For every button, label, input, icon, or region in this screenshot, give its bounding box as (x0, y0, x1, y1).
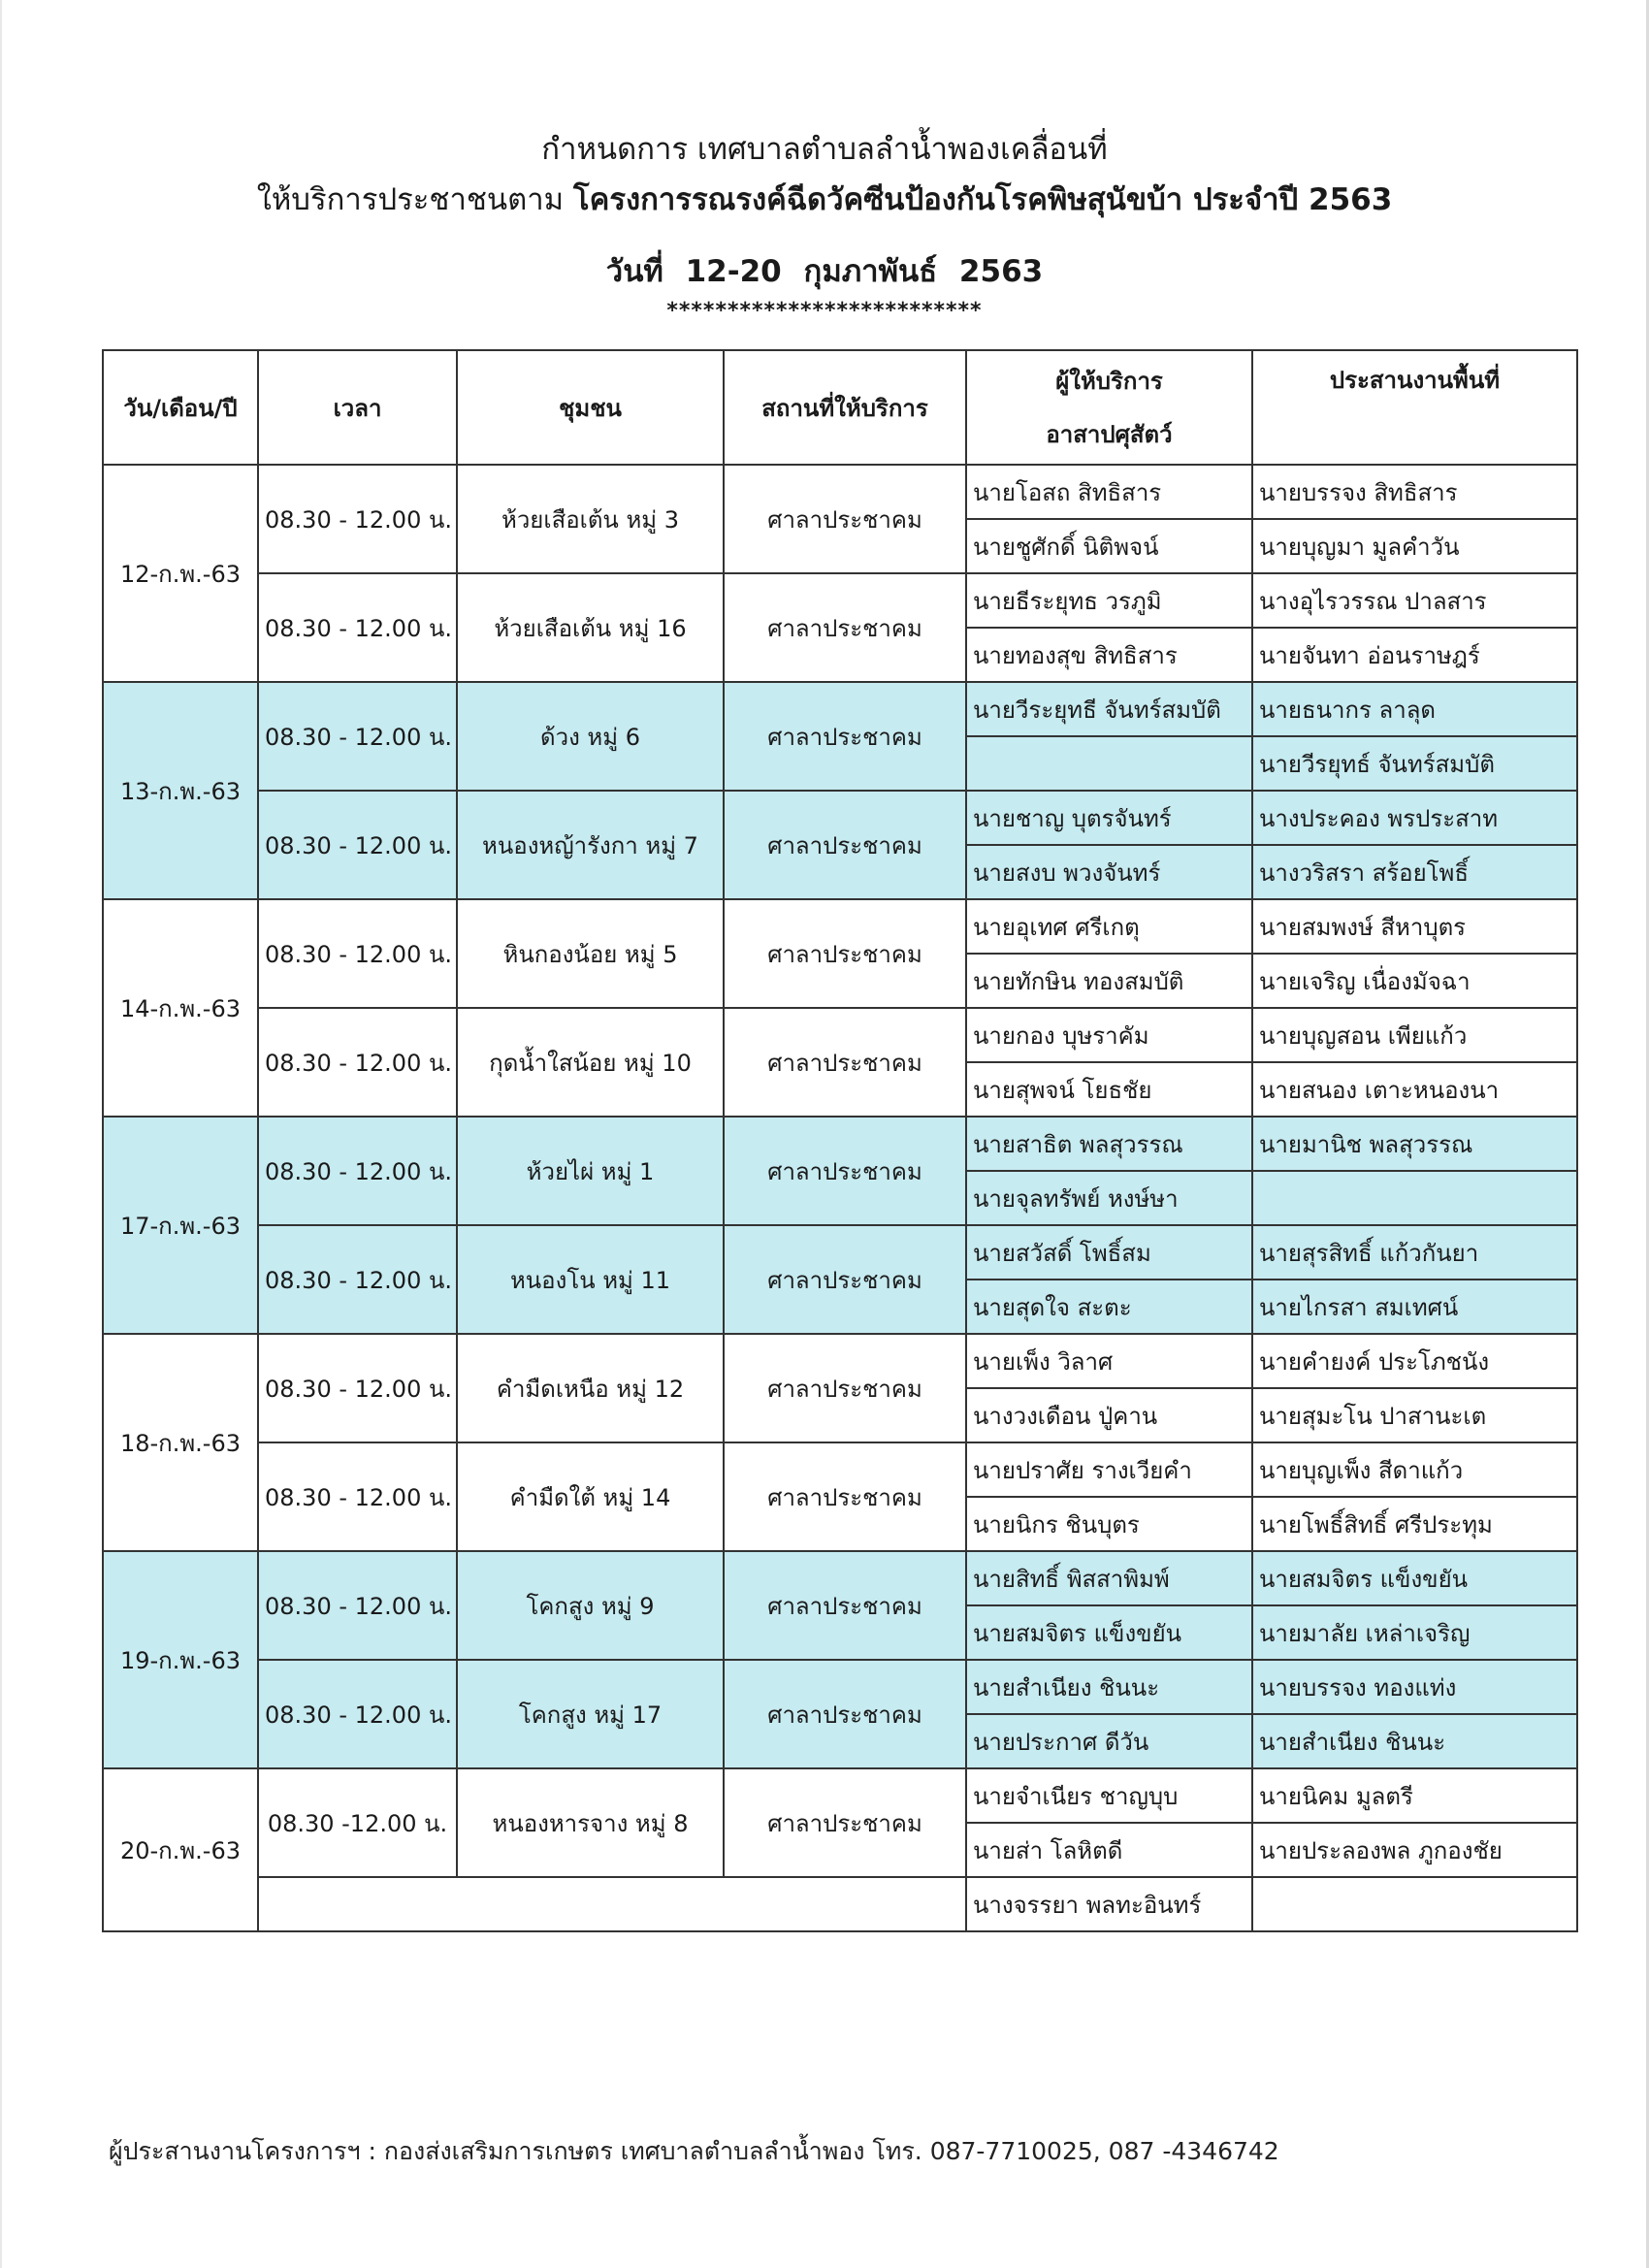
coordinator-cell: นายโพธิ์สิทธิ์ ศรีประทุม (1252, 1497, 1577, 1551)
provider-cell: นายสงบ พวงจันทร์ (966, 845, 1252, 899)
time-cell: 08.30 - 12.00 น. (258, 1442, 457, 1551)
community-cell: หนองโน หมู่ 11 (457, 1225, 724, 1334)
coordinator-cell: นายสนอง เตาะหนองนา (1252, 1062, 1577, 1117)
place-cell: ศาลาประชาคม (724, 1117, 966, 1225)
coordinator-cell: นายนิคม มูลตรี (1252, 1768, 1577, 1823)
date-cell: 19-ก.พ.-63 (103, 1551, 258, 1768)
header-coordinator: ประสานงานพื้นที่ (1252, 350, 1577, 465)
coordinator-cell: นางวริสรา สร้อยโพธิ์ (1252, 845, 1577, 899)
provider-cell: นายทองสุข สิทธิสาร (966, 628, 1252, 682)
provider-cell: นายปราศัย รางเวียคำ (966, 1442, 1252, 1497)
provider-cell: นางวงเดือน ปู่คาน (966, 1388, 1252, 1442)
provider-cell: นายชาญ บุตรจันทร์ (966, 791, 1252, 845)
provider-cell: นายจำเนียร ชาญบุบ (966, 1768, 1252, 1823)
community-cell: ห้วยเสือเต้น หมู่ 16 (457, 573, 724, 682)
community-cell: หินกองน้อย หมู่ 5 (457, 899, 724, 1008)
provider-cell: นายสาธิต พลสุวรรณ (966, 1117, 1252, 1171)
coordinator-cell: นายไกรสา สมเทศน์ (1252, 1280, 1577, 1334)
place-cell: ศาลาประชาคม (724, 791, 966, 899)
schedule-body (103, 465, 1577, 1931)
community-cell: คำมืดใต้ หมู่ 14 (457, 1442, 724, 1551)
coordinator-cell: นายบรรจง สิทธิสาร (1252, 465, 1577, 519)
header-provider-subtitle: อาสาปศุสัตว์ (1046, 421, 1173, 448)
community-cell: โคกสูง หมู่ 17 (457, 1660, 724, 1768)
place-cell: ศาลาประชาคม (724, 1660, 966, 1768)
date-range-title: วันที่ 12-20 กุมภาพันธ์ 2563 (605, 254, 1044, 289)
coordinator-cell: นายมานิช พลสุวรรณ (1252, 1117, 1577, 1171)
coordinator-cell (1252, 1877, 1577, 1931)
provider-cell: นายโอสถ สิทธิสาร (966, 465, 1252, 519)
time-cell: 08.30 - 12.00 น. (258, 791, 457, 899)
time-cell: 08.30 - 12.00 น. (258, 682, 457, 791)
header-date: วัน/เดือน/ปี (103, 350, 258, 465)
date-cell: 13-ก.พ.-63 (103, 682, 258, 899)
coordinator-cell: นายธนากร ลาลุด (1252, 682, 1577, 736)
coordinator-cell: นายบุญมา มูลคำวัน (1252, 519, 1577, 573)
table-row (103, 899, 1577, 954)
title-line-2 (0, 175, 1649, 223)
provider-cell: นายสุพจน์ โยธชัย (966, 1062, 1252, 1117)
header-time: เวลา (258, 350, 457, 465)
community-cell: คำมืดเหนือ หมู่ 12 (457, 1334, 724, 1442)
provider-cell (966, 736, 1252, 791)
coordinator-cell: นายบุญเพ็ง สีดาแก้ว (1252, 1442, 1577, 1497)
provider-cell: นายสิทธิ์ พิสสาพิมพ์ (966, 1551, 1252, 1605)
table-row (103, 1442, 1577, 1497)
place-cell: ศาลาประชาคม (724, 1334, 966, 1442)
header-provider-title: ผู้ให้บริการ (1055, 368, 1163, 395)
coordinator-cell: นายสมพงษ์ สีหาบุตร (1252, 899, 1577, 954)
community-cell: โคกสูง หมู่ 9 (457, 1551, 724, 1660)
time-cell: 08.30 - 12.00 น. (258, 899, 457, 1008)
provider-cell: นายเพ็ง วิลาศ (966, 1334, 1252, 1388)
provider-cell: นายทักษิน ทองสมบัติ (966, 954, 1252, 1008)
place-cell: ศาลาประชาคม (724, 465, 966, 573)
schedule-table (102, 349, 1578, 1932)
provider-cell: นายกอง บุษราคัม (966, 1008, 1252, 1062)
coordinator-cell: นายจันทา อ่อนราษฎร์ (1252, 628, 1577, 682)
header-row (103, 350, 1577, 465)
place-cell: ศาลาประชาคม (724, 1225, 966, 1334)
table-row (103, 791, 1577, 845)
footer-contact: ผู้ประสานงานโครงการฯ : กองส่งเสริมการเกษตร เทศบาลตำบลลำน้ำพอง โทร. 087-7710025, 087 -4346742 (109, 2137, 1279, 2165)
coordinator-cell: นายสุรสิทธิ์ แก้วกันยา (1252, 1225, 1577, 1280)
community-cell: ห้วยไผ่ หมู่ 1 (457, 1117, 724, 1225)
place-cell: ศาลาประชาคม (724, 899, 966, 1008)
time-cell: 08.30 -12.00 น. (258, 1768, 457, 1877)
table-row (103, 1008, 1577, 1062)
provider-cell: นางจรรยา พลทะอินทร์ (966, 1877, 1252, 1931)
community-cell: หนองหญ้ารังกา หมู่ 7 (457, 791, 724, 899)
star-divider: ************************** (666, 299, 983, 323)
date-cell: 20-ก.พ.-63 (103, 1768, 258, 1931)
provider-cell: นายนิกร ชินบุตร (966, 1497, 1252, 1551)
provider-cell: นายวีระยุทธี จันทร์สมบัติ (966, 682, 1252, 736)
coordinator-cell: นายสุมะโน ปาสานะเต (1252, 1388, 1577, 1442)
table-row (103, 1660, 1577, 1714)
place-cell: ศาลาประชาคม (724, 1768, 966, 1877)
provider-cell: นายชูศักดิ์ นิติพจน์ (966, 519, 1252, 573)
table-row (103, 573, 1577, 628)
coordinator-cell: นายวีรยุทธ์ จันทร์สมบัติ (1252, 736, 1577, 791)
table-row (103, 1551, 1577, 1605)
community-cell: หนองหารจาง หมู่ 8 (457, 1768, 724, 1877)
provider-cell: นายสุดใจ สะตะ (966, 1280, 1252, 1334)
empty-cell (258, 1877, 966, 1931)
title-line-1: กำหนดการ เทศบาลตำบลลำน้ำพองเคลื่อนที่ (541, 132, 1108, 167)
header-provider (966, 350, 1252, 465)
coordinator-cell (1252, 1171, 1577, 1225)
time-cell: 08.30 - 12.00 น. (258, 1334, 457, 1442)
community-cell: ด้วง หมู่ 6 (457, 682, 724, 791)
community-cell: กุดน้ำใสน้อย หมู่ 10 (457, 1008, 724, 1117)
provider-cell: นายส่า โลหิตดี (966, 1823, 1252, 1877)
date-cell: 12-ก.พ.-63 (103, 465, 258, 682)
place-cell: ศาลาประชาคม (724, 1008, 966, 1117)
provider-cell: นายสวัสดิ์ โพธิ์สม (966, 1225, 1252, 1280)
provider-cell: นายจุลทรัพย์ หงษ์ษา (966, 1171, 1252, 1225)
coordinator-cell: นายสำเนียง ชินนะ (1252, 1714, 1577, 1768)
table-row (103, 1225, 1577, 1280)
header-community: ชุมชน (457, 350, 724, 465)
coordinator-cell: นางประคอง พรประสาท (1252, 791, 1577, 845)
time-cell: 08.30 - 12.00 น. (258, 1008, 457, 1117)
table-row (103, 682, 1577, 736)
time-cell: 08.30 - 12.00 น. (258, 465, 457, 573)
coordinator-cell: นายเจริญ เนื่องมัจฉา (1252, 954, 1577, 1008)
place-cell: ศาลาประชาคม (724, 682, 966, 791)
table-row (103, 1877, 1577, 1931)
time-cell: 08.30 - 12.00 น. (258, 1225, 457, 1334)
coordinator-cell: นายสมจิตร แข็งขยัน (1252, 1551, 1577, 1605)
place-cell: ศาลาประชาคม (724, 573, 966, 682)
coordinator-cell: นายประลองพล ภูกองชัย (1252, 1823, 1577, 1877)
date-cell: 17-ก.พ.-63 (103, 1117, 258, 1334)
provider-cell: นายสำเนียง ชินนะ (966, 1660, 1252, 1714)
coordinator-cell: นายมาลัย เหล่าเจริญ (1252, 1605, 1577, 1660)
time-cell: 08.30 - 12.00 น. (258, 573, 457, 682)
table-row (103, 1768, 1577, 1823)
community-cell: ห้วยเสือเต้น หมู่ 3 (457, 465, 724, 573)
provider-cell: นายประกาศ ดีวัน (966, 1714, 1252, 1768)
title-line-2-prefix: ให้บริการประชาชนตาม (256, 182, 565, 217)
time-cell: 08.30 - 12.00 น. (258, 1551, 457, 1660)
provider-cell: นายธีระยุทธ วรภูมิ (966, 573, 1252, 628)
table-row (103, 1334, 1577, 1388)
coordinator-cell: นางอุไรวรรณ ปาลสาร (1252, 573, 1577, 628)
coordinator-cell: นายบุญสอน เพียแก้ว (1252, 1008, 1577, 1062)
coordinator-cell: นายคำยงค์ ประโภชนัง (1252, 1334, 1577, 1388)
date-cell: 14-ก.พ.-63 (103, 899, 258, 1117)
provider-cell: นายสมจิตร แข็งขยัน (966, 1605, 1252, 1660)
table-row (103, 465, 1577, 519)
table-row (103, 1117, 1577, 1171)
time-cell: 08.30 - 12.00 น. (258, 1117, 457, 1225)
date-cell: 18-ก.พ.-63 (103, 1334, 258, 1551)
coordinator-cell: นายบรรจง ทองแท่ง (1252, 1660, 1577, 1714)
place-cell: ศาลาประชาคม (724, 1551, 966, 1660)
project-name: โครงการรณรงค์ฉีดวัคซีนป้องกันโรคพิษสุนัขบ้า ประจำปี 2563 (572, 182, 1393, 217)
provider-cell: นายอุเทศ ศรีเกตุ (966, 899, 1252, 954)
time-cell: 08.30 - 12.00 น. (258, 1660, 457, 1768)
header-place: สถานที่ให้บริการ (724, 350, 966, 465)
place-cell: ศาลาประชาคม (724, 1442, 966, 1551)
